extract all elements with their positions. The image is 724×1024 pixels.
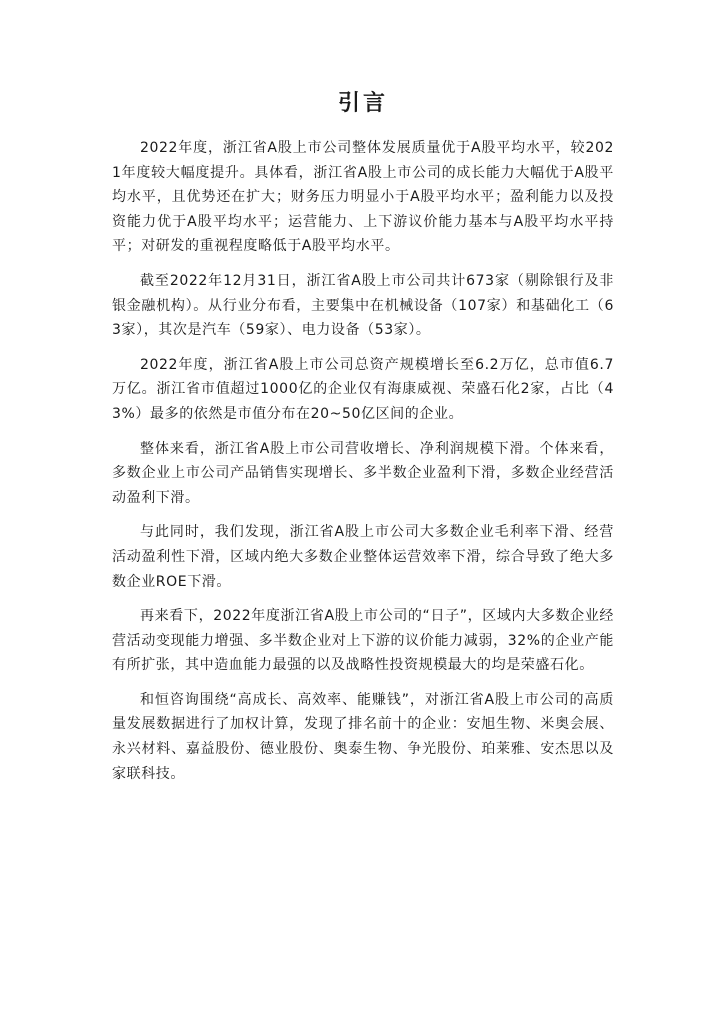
page-title: 引言 xyxy=(337,91,388,116)
paragraph-6: 再来看下，2022年度浙江省A股上市公司的“日子”，区域内大多数企业经营活动变现能力增强、多半数企业对上下游的议价能力减弱，32%的企业产能有所扩张，其中造血能力最强的以及战略性投资规模最大的均是荣盛石化。 xyxy=(112,608,614,674)
paragraph-1: 2022年度，浙江省A股上市公司整体发展质量优于A股平均水平，较2021年度较大幅度提升。具体看，浙江省A股上市公司的成长能力大幅优于A股平均水平，且优势还在扩大；财务压力明显小于A股平均水平；盈利能力以及投资能力优于A股平均水平；运营能力、上下游议价能力基本与A股平均水平持平；对研发的重视程度略低于A股平均水平。 xyxy=(112,140,614,255)
paragraph-2: 截至2022年12月31日，浙江省A股上市公司共计673家（剔除银行及非银金融机构）。从行业分布看，主要集中在机械设备（107家）和基础化工（63家），其次是汽车（59家）、电力设备（53家）。 xyxy=(112,272,614,339)
paragraph-3: 2022年度，浙江省A股上市公司总资产规模增长至6.2万亿，总市值6.7万亿。浙江省市值超过1000亿的企业仅有海康威视、荣盛石化2家，占比（43%）最多的依然是市值分布在20~50亿区间的企业。 xyxy=(112,356,614,422)
paragraph-7: 和恒咨询围绕“高成长、高效率、能赚钱”，对浙江省A股上市公司的高质量发展数据进行了加权计算，发现了排名前十的企业：安旭生物、米奥会展、永兴材料、嘉益股份、德业股份、奥泰生物、争光股份、珀莱雅、安杰思以及家联科技。 xyxy=(112,691,614,782)
paragraph-4: 整体来看，浙江省A股上市公司营收增长、净利润规模下滑。个体来看，多数企业上市公司产品销售实现增长、多半数企业盈利下滑，多数企业经营活动盈利下滑。 xyxy=(112,440,614,506)
paragraph-5: 与此同时，我们发现，浙江省A股上市公司大多数企业毛利率下滑、经营活动盈利性下滑，区域内绝大多数企业整体运营效率下滑，综合导致了绝大多数企业ROE下滑。 xyxy=(112,524,614,590)
